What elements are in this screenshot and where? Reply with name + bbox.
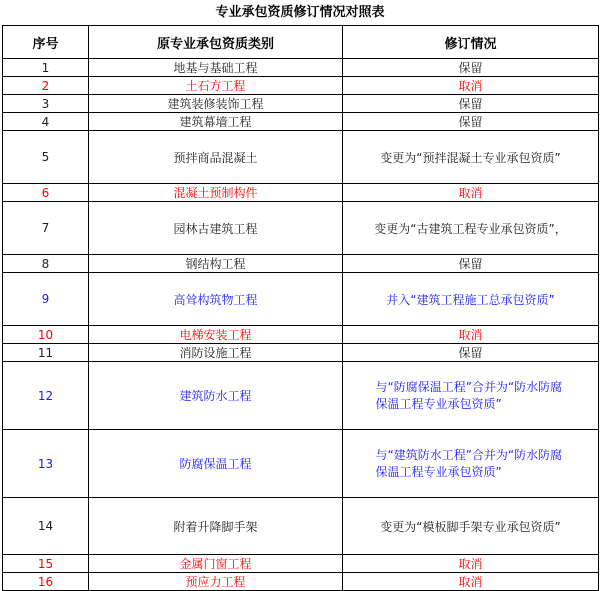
row-number: 11: [3, 344, 89, 362]
table-row: [3, 202, 599, 255]
row-number: 13: [3, 430, 89, 498]
row-status: 取消: [343, 184, 599, 202]
row-category: 钢结构工程: [89, 255, 343, 273]
row-status: 保留: [343, 95, 599, 113]
row-status: 并入“建筑工程施工总承包资质”: [343, 273, 599, 326]
row-number: 1: [3, 59, 89, 77]
header-status: 修订情况: [343, 26, 599, 59]
header-category: 原专业承包资质类别: [89, 26, 343, 59]
table-row: [3, 326, 599, 344]
row-status: 保留: [343, 59, 599, 77]
row-status: [343, 362, 599, 430]
table-row: [3, 131, 599, 184]
row-status-text: 与“建筑防水工程”合并为“防水防腐保温工程专业承包资质”: [375, 447, 563, 479]
row-number: 12: [3, 362, 89, 430]
table-row: [3, 573, 599, 591]
row-category: 金属门窗工程: [89, 555, 343, 573]
row-number: 5: [3, 131, 89, 184]
table-row: [3, 362, 599, 430]
table-row: [3, 344, 599, 362]
row-status: 变更为“古建筑工程专业承包资质”，: [343, 202, 599, 255]
table-title: 专业承包资质修订情况对照表: [215, 5, 385, 20]
table-row: [3, 255, 599, 273]
row-number: 14: [3, 498, 89, 555]
row-category: 建筑装修装饰工程: [89, 95, 343, 113]
table-row: [3, 430, 599, 498]
table-row: [3, 77, 599, 95]
table-row: [3, 95, 599, 113]
row-number: 9: [3, 273, 89, 326]
row-number: 3: [3, 95, 89, 113]
row-status: 取消: [343, 555, 599, 573]
row-number: 7: [3, 202, 89, 255]
row-status: [343, 430, 599, 498]
row-category: 混凝土预制构件: [89, 184, 343, 202]
header-number: 序号: [3, 26, 89, 59]
row-status: 取消: [343, 573, 599, 591]
row-number: 2: [3, 77, 89, 95]
table-row: [3, 555, 599, 573]
row-status: 保留: [343, 344, 599, 362]
row-number: 6: [3, 184, 89, 202]
row-category: 防腐保温工程: [89, 430, 343, 498]
row-category: 建筑防水工程: [89, 362, 343, 430]
row-category: 电梯安装工程: [89, 326, 343, 344]
table-row: [3, 59, 599, 77]
row-number: 15: [3, 555, 89, 573]
row-number: 8: [3, 255, 89, 273]
row-number: 4: [3, 113, 89, 131]
table-row: [3, 184, 599, 202]
row-category: 预拌商品混凝土: [89, 131, 343, 184]
row-category: 地基与基础工程: [89, 59, 343, 77]
row-category: 土石方工程: [89, 77, 343, 95]
qualification-table: [2, 25, 599, 591]
row-category: 附着升降脚手架: [89, 498, 343, 555]
row-status: 保留: [343, 255, 599, 273]
row-status: 取消: [343, 77, 599, 95]
row-status: 取消: [343, 326, 599, 344]
row-category: 消防设施工程: [89, 344, 343, 362]
row-status: 变更为“预拌混凝土专业承包资质”: [343, 131, 599, 184]
row-category: 园林古建筑工程: [89, 202, 343, 255]
header-row: [3, 26, 599, 59]
row-status: 变更为“模板脚手架专业承包资质”: [343, 498, 599, 555]
row-category: 建筑幕墙工程: [89, 113, 343, 131]
row-category: 预应力工程: [89, 573, 343, 591]
row-status-text: 与“防腐保温工程”合并为“防水防腐保温工程专业承包资质”: [375, 379, 563, 411]
row-category: 高耸构筑物工程: [89, 273, 343, 326]
row-number: 16: [3, 573, 89, 591]
table-row: [3, 273, 599, 326]
row-number: 10: [3, 326, 89, 344]
table-row: [3, 113, 599, 131]
row-status: 保留: [343, 113, 599, 131]
table-body: [3, 59, 599, 591]
table-row: [3, 498, 599, 555]
